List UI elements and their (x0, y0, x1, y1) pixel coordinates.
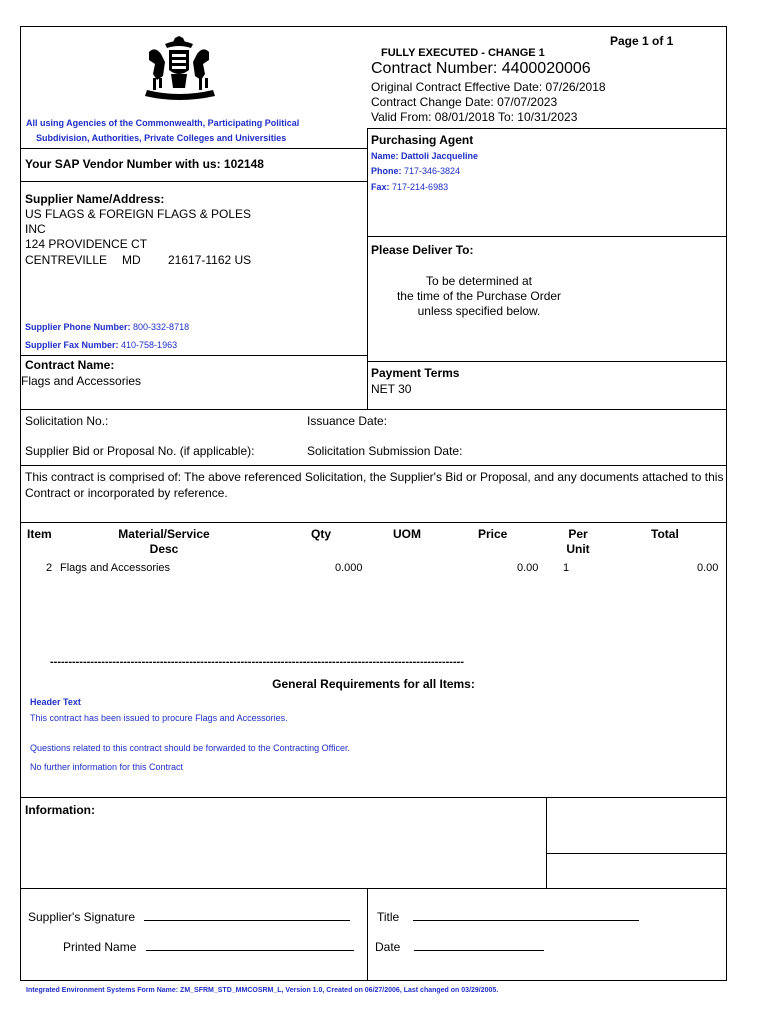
information-heading: Information: (25, 803, 95, 817)
divider-sap (20, 181, 367, 182)
agent-phone (371, 166, 460, 176)
agent-phone-value: 717-346-3824 (404, 166, 461, 176)
divider-supplier (20, 355, 367, 356)
deliver-to-heading: Please Deliver To: (371, 243, 474, 257)
contract-status: FULLY EXECUTED - CHANGE 1 (381, 47, 545, 59)
supplier-street: 124 PROVIDENCE CT (25, 237, 148, 251)
agent-phone-label: Phone: (371, 166, 402, 176)
row-total: 0.00 (697, 562, 719, 574)
divider-solicitation (20, 409, 727, 410)
purchasing-agent-heading: Purchasing Agent (371, 133, 474, 147)
agent-name-label: Name: (371, 151, 399, 161)
col-per-header-2: Unit (566, 542, 590, 556)
agent-fax (371, 182, 448, 192)
date-label: Date (375, 940, 401, 954)
agent-fax-label: Fax: (371, 182, 390, 192)
general-line-1: This contract has been issued to procure Flags and Accessories. (30, 713, 288, 723)
supplier-zip-country: 21617-1162 US (168, 253, 252, 267)
title-line[interactable] (413, 911, 639, 921)
col-uom-header: UOM (393, 527, 421, 541)
printed-name-line[interactable] (146, 941, 354, 951)
supplier-heading: Supplier Name/Address: (25, 192, 165, 206)
contract-number: Contract Number: 4400020006 (371, 60, 591, 77)
row-qty: 0.000 (335, 562, 363, 574)
agent-name-value: Dattoli Jacqueline (401, 151, 479, 161)
supplier-fax-value: 410-758-1963 (121, 340, 178, 350)
supplier-fax (25, 340, 177, 350)
separator-dashes: ----------------------------------------------------------------------------------------------------------------- (50, 656, 464, 668)
payment-terms-heading: Payment Terms (371, 366, 460, 380)
issuance-date: Issuance Date: (307, 414, 388, 428)
supplier-fax-label: Supplier Fax Number: (25, 340, 119, 350)
supplier-bid-no: Supplier Bid or Proposal No. (if applicable): (25, 444, 255, 458)
divider-table (20, 522, 727, 523)
general-requirements-heading: General Requirements for all Items: (272, 677, 475, 691)
deliver-line-3: unless specified below. (417, 304, 541, 318)
contract-name-heading: Contract Name: (25, 358, 115, 372)
divider-signature (20, 888, 727, 889)
suppliers-signature-label: Supplier's Signature (28, 910, 136, 924)
divider-comprised (20, 465, 727, 466)
payment-terms-value: NET 30 (371, 382, 412, 396)
supplier-state: MD (122, 253, 141, 267)
col-material-header-2: Desc (149, 542, 179, 556)
col-material-header-1: Material/Service (118, 527, 210, 541)
agent-name (371, 151, 478, 161)
form-footer: Integrated Environment Systems Form Name: ZM_SFRM_STD_MMCOSRM_L, Version 1.0, Created on 06/27/2006, Last changed on 03/29/2005. (26, 987, 499, 994)
sap-vendor-number: Your SAP Vendor Number with us: 102148 (25, 157, 264, 171)
divider-agent (367, 236, 727, 237)
supplier-phone-label: Supplier Phone Number: (25, 322, 131, 332)
divider-information (20, 797, 727, 798)
suppliers-signature (28, 910, 350, 924)
title-field (377, 910, 639, 924)
col-total-header: Total (651, 527, 679, 541)
solicitation-no: Solicitation No.: (25, 414, 109, 428)
col-qty-header: Qty (311, 527, 332, 541)
contract-comprised-text: This contract is comprised of: The above referenced Solicitation, the Supplier's Bid or Proposal, and any documents attached to this Contract or incorporated by reference. (25, 470, 724, 500)
general-line-3: No further information for this Contract (30, 762, 184, 772)
date-field (375, 940, 544, 954)
original-effective-date: Original Contract Effective Date: 07/26/2018 (371, 80, 606, 94)
page-indicator: Page 1 of 1 (610, 34, 674, 48)
supplier-name-2: INC (25, 222, 46, 236)
row-desc: Flags and Accessories (60, 562, 171, 574)
agencies-line-2: Subdivision, Authorities, Private Colleges and Universities (36, 133, 287, 143)
supplier-phone (25, 322, 189, 332)
printed-name-label: Printed Name (63, 940, 137, 954)
suppliers-signature-line[interactable] (144, 911, 350, 921)
divider-info-box (546, 853, 727, 854)
general-line-2: Questions related to this contract should be forwarded to the Contracting Officer. (30, 743, 351, 753)
contract-change-date: Contract Change Date: 07/07/2023 (371, 95, 558, 109)
table-row (20, 562, 727, 576)
divider-signature-vertical (367, 888, 368, 981)
col-item-header: Item (27, 527, 52, 541)
divider-info-vertical (546, 797, 547, 888)
row-per: 1 (563, 562, 570, 574)
row-item: 2 (46, 562, 53, 574)
agencies-line-1: All using Agencies of the Commonwealth, Participating Political (26, 118, 300, 128)
solicitation-submission-date: Solicitation Submission Date: (307, 444, 463, 458)
supplier-name-1: US FLAGS & FOREIGN FLAGS & POLES (25, 207, 252, 221)
divider-deliver (367, 361, 727, 362)
col-per-header-1: Per (568, 527, 588, 541)
contract-name-value: Flags and Accessories (21, 374, 142, 388)
agent-fax-value: 717-214-6983 (392, 182, 449, 192)
commonwealth-seal (135, 36, 225, 102)
header-text-label: Header Text (30, 697, 81, 707)
divider-agencies (20, 148, 367, 149)
valid-dates: Valid From: 08/01/2018 To: 10/31/2023 (371, 110, 578, 124)
date-line[interactable] (414, 941, 544, 951)
title-label: Title (377, 910, 400, 924)
supplier-phone-value: 800-332-8718 (133, 322, 190, 332)
deliver-line-2: the time of the Purchase Order (396, 289, 562, 303)
col-price-header: Price (478, 527, 508, 541)
supplier-city: CENTREVILLE (25, 253, 108, 267)
divider-upper (367, 128, 368, 409)
divider-header-right (367, 128, 727, 129)
printed-name (63, 940, 354, 954)
deliver-line-1: To be determined at (425, 274, 533, 288)
row-price: 0.00 (517, 562, 539, 574)
